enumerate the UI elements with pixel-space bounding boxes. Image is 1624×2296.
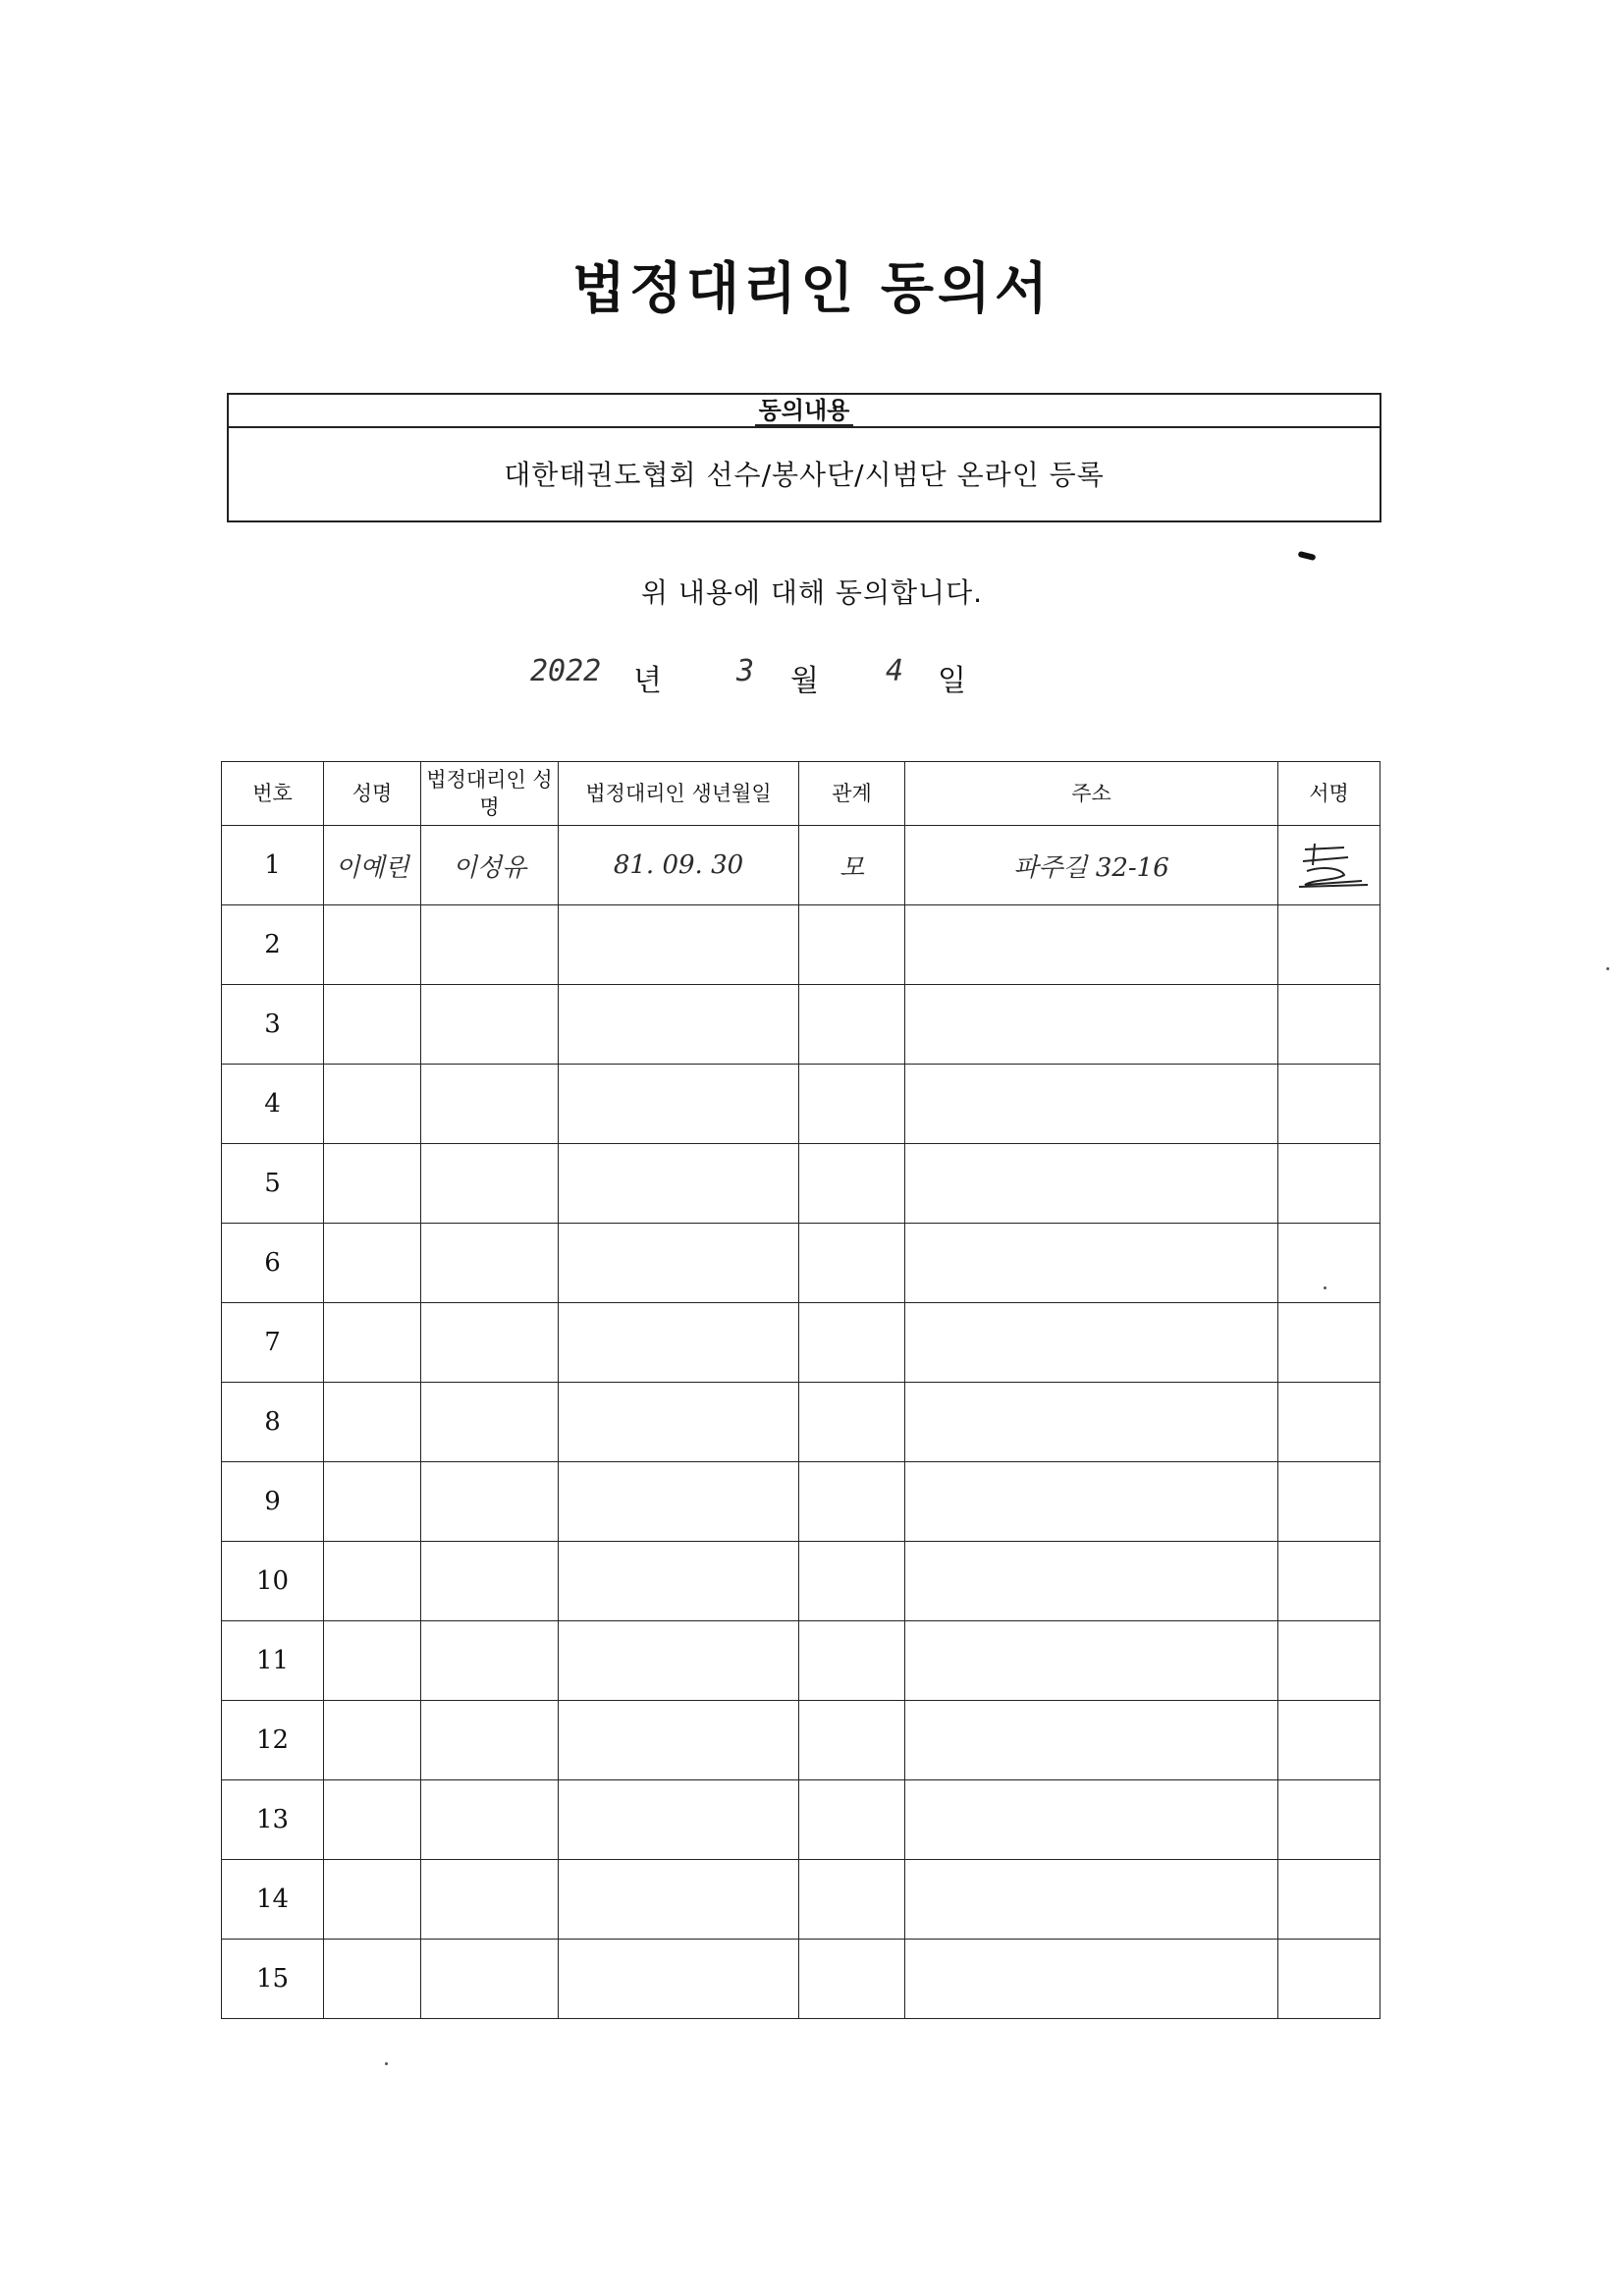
guardian-name-cell — [421, 985, 559, 1065]
row-number-cell: 5 — [222, 1144, 324, 1224]
signature-cell — [1278, 1383, 1380, 1462]
row-number-cell: 10 — [222, 1542, 324, 1621]
table-row — [222, 1144, 1380, 1224]
table-row — [222, 1462, 1380, 1542]
table-row — [222, 985, 1380, 1065]
relation-cell — [799, 1860, 905, 1940]
address-cell — [905, 1701, 1278, 1780]
relation-cell — [799, 1224, 905, 1303]
student-name-cell — [324, 905, 421, 985]
table-row — [222, 1542, 1380, 1621]
relation-cell — [799, 1303, 905, 1383]
header-name: 성명 — [324, 762, 421, 826]
relation-cell — [799, 1940, 905, 2019]
signature-cell — [1278, 1621, 1380, 1701]
date-year-unit: 년 — [633, 664, 662, 698]
guardian-name-cell — [421, 1224, 559, 1303]
header-signature: 서명 — [1278, 762, 1380, 826]
signature-cell — [1278, 1065, 1380, 1144]
student-name-cell — [324, 1224, 421, 1303]
date-day-unit: 일 — [938, 664, 966, 698]
table-row — [222, 1940, 1380, 2019]
date-year: 2022 — [530, 654, 602, 688]
signature-cell — [1278, 1780, 1380, 1860]
handwritten-signature — [1285, 836, 1374, 895]
guardian-birth-cell — [559, 1462, 799, 1542]
student-name-cell — [324, 1383, 421, 1462]
guardian-birth-cell — [559, 1144, 799, 1224]
table-row — [222, 1701, 1380, 1780]
guardian-name-cell — [421, 1860, 559, 1940]
address-cell — [905, 1224, 1278, 1303]
guardian-name-cell — [421, 1542, 559, 1621]
guardian-name-cell — [421, 1940, 559, 2019]
student-name-cell — [324, 1303, 421, 1383]
header-guardian-birth: 법정대리인 생년월일 — [559, 762, 799, 826]
relation-cell — [799, 1542, 905, 1621]
consent-header — [229, 395, 1380, 428]
signature-cell — [1278, 1701, 1380, 1780]
student-name-cell — [324, 1780, 421, 1860]
row-number-cell: 13 — [222, 1780, 324, 1860]
guardian-birth-cell — [559, 1860, 799, 1940]
address-cell — [905, 1621, 1278, 1701]
address-cell — [905, 1383, 1278, 1462]
relation-cell — [799, 1780, 905, 1860]
student-name-cell — [324, 985, 421, 1065]
table-row — [222, 1780, 1380, 1860]
guardian-name-cell — [421, 1144, 559, 1224]
address-cell — [905, 1542, 1278, 1621]
guardian-birth-cell — [559, 1621, 799, 1701]
student-name-cell — [324, 1542, 421, 1621]
student-name-cell — [324, 1860, 421, 1940]
scan-speck — [385, 2062, 388, 2065]
relation-cell — [799, 905, 905, 985]
row-number-cell: 11 — [222, 1621, 324, 1701]
address-cell — [905, 1303, 1278, 1383]
consent-body: 대한태권도협회 선수/봉사단/시범단 온라인 등록 — [504, 459, 1105, 491]
student-name-cell — [324, 1701, 421, 1780]
date-line — [530, 652, 1080, 701]
signature-cell — [1278, 1224, 1380, 1303]
row-number-cell: 2 — [222, 905, 324, 985]
student-name-cell — [324, 1621, 421, 1701]
table-row — [222, 1065, 1380, 1144]
table-header-row — [222, 762, 1380, 826]
header-address: 주소 — [905, 762, 1278, 826]
student-name-cell — [324, 1940, 421, 2019]
signature-cell — [1278, 1860, 1380, 1940]
consent-header-label: 동의내용 — [755, 397, 854, 426]
signature-cell — [1278, 1940, 1380, 2019]
header-guardian-name: 법정대리인 성명 — [421, 762, 559, 826]
consent-box — [227, 393, 1381, 522]
guardian-birth-cell — [559, 1701, 799, 1780]
relation-cell — [799, 1065, 905, 1144]
guardian-table — [221, 761, 1380, 2019]
table-row — [222, 1303, 1380, 1383]
guardian-name-cell — [421, 1462, 559, 1542]
signature-cell — [1278, 985, 1380, 1065]
scan-speck — [1606, 967, 1609, 970]
guardian-name-cell: 이성유 — [421, 826, 559, 905]
row-number-cell: 7 — [222, 1303, 324, 1383]
guardian-name-cell — [421, 1621, 559, 1701]
address-cell — [905, 1065, 1278, 1144]
student-name-cell — [324, 1065, 421, 1144]
signature-cell — [1278, 905, 1380, 985]
row-number-cell: 3 — [222, 985, 324, 1065]
row-number-cell: 4 — [222, 1065, 324, 1144]
address-cell — [905, 1940, 1278, 2019]
guardian-name-cell — [421, 1303, 559, 1383]
signature-cell — [1278, 1303, 1380, 1383]
table-row — [222, 905, 1380, 985]
date-month: 3 — [736, 654, 755, 688]
row-number-cell: 9 — [222, 1462, 324, 1542]
signature-cell — [1278, 1542, 1380, 1621]
relation-cell — [799, 1383, 905, 1462]
table-row — [222, 1224, 1380, 1303]
guardian-name-cell — [421, 1383, 559, 1462]
signature-cell — [1278, 826, 1380, 905]
guardian-birth-cell — [559, 905, 799, 985]
relation-cell: 모 — [799, 826, 905, 905]
guardian-birth-cell — [559, 1383, 799, 1462]
address-cell: 파주길 32-16 — [905, 826, 1278, 905]
row-number-cell: 6 — [222, 1224, 324, 1303]
signature-cell — [1278, 1144, 1380, 1224]
stray-ink-mark — [1298, 551, 1317, 561]
date-month-unit: 월 — [790, 664, 819, 698]
address-cell — [905, 985, 1278, 1065]
row-number-cell: 12 — [222, 1701, 324, 1780]
signature-cell — [1278, 1462, 1380, 1542]
guardian-birth-cell — [559, 1940, 799, 2019]
guardian-birth-cell — [559, 1065, 799, 1144]
guardian-name-cell — [421, 1701, 559, 1780]
header-no: 번호 — [222, 762, 324, 826]
table-row — [222, 1860, 1380, 1940]
guardian-name-cell — [421, 1780, 559, 1860]
student-name-cell — [324, 1462, 421, 1542]
row-number-cell: 14 — [222, 1860, 324, 1940]
date-day: 4 — [886, 654, 904, 688]
guardian-birth-cell: 81. 09. 30 — [559, 826, 799, 905]
address-cell — [905, 1860, 1278, 1940]
table-row — [222, 1621, 1380, 1701]
row-number-cell: 1 — [222, 826, 324, 905]
guardian-birth-cell — [559, 1780, 799, 1860]
document-title: 법정대리인 동의서 — [571, 257, 1053, 321]
address-cell — [905, 1780, 1278, 1860]
relation-cell — [799, 1144, 905, 1224]
address-cell — [905, 905, 1278, 985]
relation-cell — [799, 1701, 905, 1780]
guardian-birth-cell — [559, 985, 799, 1065]
relation-cell — [799, 1462, 905, 1542]
table-row — [222, 826, 1380, 905]
guardian-name-cell — [421, 905, 559, 985]
row-number-cell: 8 — [222, 1383, 324, 1462]
address-cell — [905, 1462, 1278, 1542]
guardian-birth-cell — [559, 1224, 799, 1303]
scan-speck — [1324, 1286, 1326, 1289]
relation-cell — [799, 1621, 905, 1701]
student-name-cell — [324, 1144, 421, 1224]
guardian-birth-cell — [559, 1542, 799, 1621]
table-body — [222, 826, 1380, 2019]
agree-statement: 위 내용에 대해 동의합니다. — [640, 576, 984, 609]
student-name-cell: 이예린 — [324, 826, 421, 905]
guardian-birth-cell — [559, 1303, 799, 1383]
guardian-name-cell — [421, 1065, 559, 1144]
table-row — [222, 1383, 1380, 1462]
address-cell — [905, 1144, 1278, 1224]
row-number-cell: 15 — [222, 1940, 324, 2019]
header-relation: 관계 — [799, 762, 905, 826]
relation-cell — [799, 985, 905, 1065]
